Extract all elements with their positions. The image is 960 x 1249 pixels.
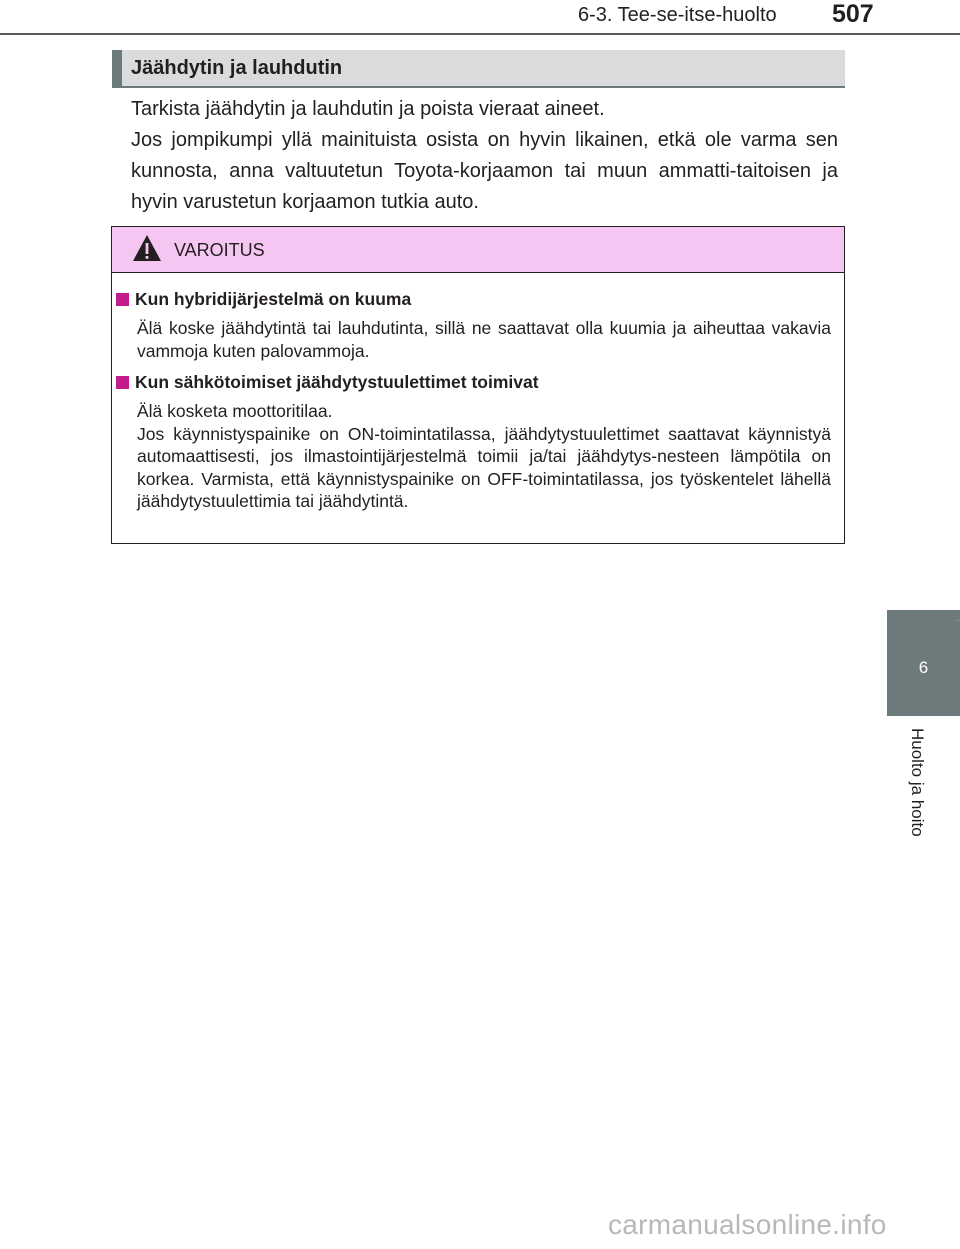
bullet-square-icon xyxy=(116,376,129,389)
bullet-square-icon xyxy=(116,293,129,306)
warning-header xyxy=(112,227,844,273)
section-heading: Jäähdytin ja lauhdutin xyxy=(112,50,845,88)
warning-item-body: Älä koske jäähdytintä tai lauhdutinta, sillä ne saattavat olla kuumia ja aiheuttaa vakavia vammoja kuten palovammoja. xyxy=(137,318,831,361)
warning-item-body: Älä kosketa moottoritilaa. Jos käynnistyspainike on ON-toimintatilassa, jäähdytystuulettimet saattavat käynnistyä automaattisesti, jos ilmastointijärjestelmä toimii ja/tai jäähdytys-nesteen lämpötila on korkea. Varmista, että käynnistyspainike on OFF-toimintatilassa, jos työskentelet lähellä jäähdytystuulettimia tai jäähdytintä. xyxy=(137,401,831,511)
body-paragraph: Tarkista jäähdytin ja lauhdutin ja poista vieraat aineet. xyxy=(131,98,605,120)
warning-title: VAROITUS xyxy=(174,240,265,260)
chapter-number: 6 xyxy=(918,658,929,677)
warning-triangle-icon xyxy=(132,234,162,262)
body-text xyxy=(131,94,838,218)
chapter-tab-label: Huolto ja hoito xyxy=(908,728,927,837)
tick-mark xyxy=(956,620,960,621)
watermark: carmanualsonline.info xyxy=(608,1209,887,1240)
page-number: 507 xyxy=(832,0,874,28)
body-paragraph: Jos jompikumpi yllä mainituista osista on hyvin likainen, etkä ole varma sen kunnosta, anna valtuutetun Toyota-korjaamon tai muun ammatti-taitoisen ja hyvin varustetun korjaamon tutkia auto. xyxy=(131,129,838,213)
chapter-tab[interactable] xyxy=(887,610,960,716)
warning-item xyxy=(112,289,844,362)
warning-item-title: Kun hybridijärjestelmä on kuuma xyxy=(112,289,844,310)
warning-box xyxy=(111,226,845,544)
warning-item-title: Kun sähkötoimiset jäähdytystuulettimet toimivat xyxy=(112,372,844,393)
header-section-title: 6-3. Tee-se-itse-huolto xyxy=(578,4,777,26)
warning-item xyxy=(112,372,844,513)
header-divider xyxy=(0,33,960,35)
